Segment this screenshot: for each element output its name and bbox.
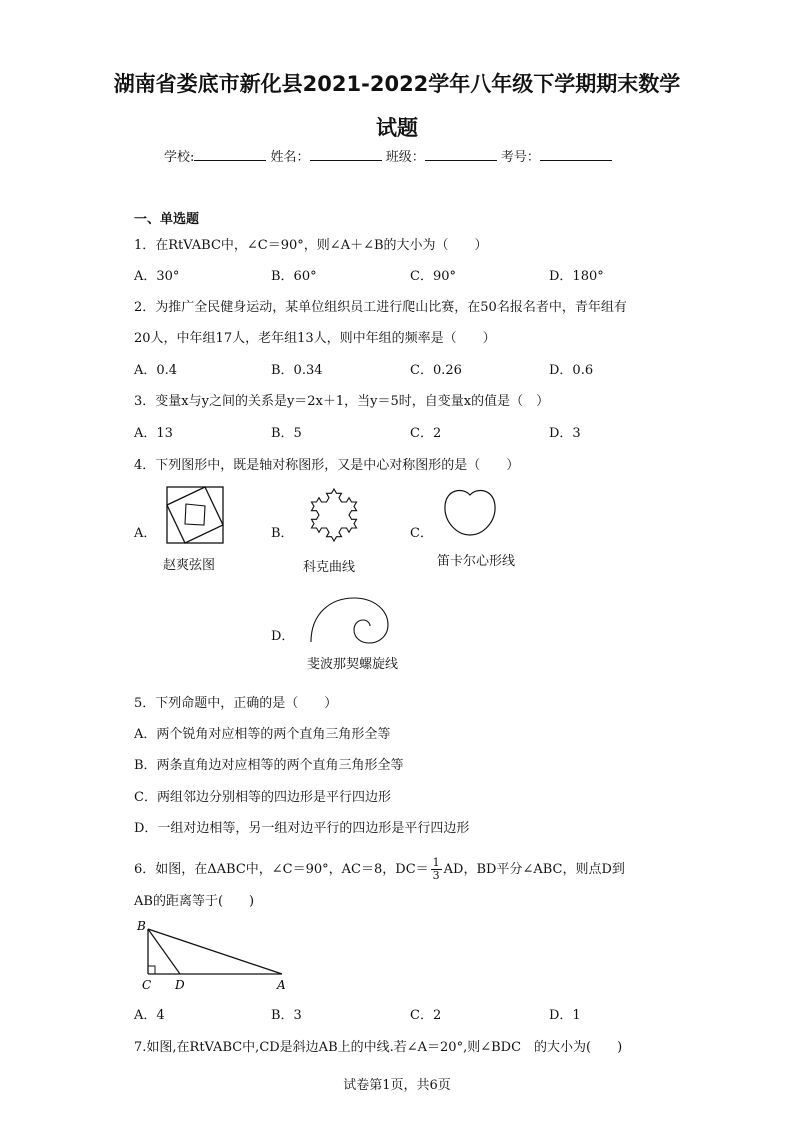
fraction-numerator: 1 (432, 856, 440, 869)
question-4-caption-d: 斐波那契螺旋线 (307, 657, 399, 672)
number-label: 考号： (500, 150, 540, 165)
question-5-option-c: C．两组邻边分别相等的四边形是平行四边形 (134, 790, 391, 805)
question-4-label-d: D． (271, 629, 295, 644)
question-2-option-d: D．0.6 (549, 363, 594, 378)
question-3-option-c: C．2 (410, 426, 442, 441)
question-2-option-b: B．0.34 (271, 363, 323, 378)
question-4-label-b: B． (271, 526, 294, 541)
question-1-stem: 1．在RtVABC中，∠C＝90°，则∠A＋∠B的大小为（ ） (134, 238, 488, 253)
question-4-label-c: C． (410, 526, 433, 541)
fraction-denominator: 3 (432, 869, 440, 882)
class-label: 班级： (385, 150, 425, 165)
document-title-line1: 湖南省娄底市新化县2021-2022学年八年级下学期期末数学 (113, 72, 681, 96)
question-7-stem: 7.如图,在RtVABC中,CD是斜边AB上的中线.若∠A＝20°,则∠BDC 的大小为( ) (134, 1040, 623, 1055)
question-6-option-b: B．3 (271, 1008, 302, 1023)
cardioid-diagram (441, 486, 499, 538)
vertex-label-d: D (175, 978, 185, 992)
school-label: 学校: (164, 150, 195, 165)
section-heading: 一、单选题 (134, 212, 200, 227)
question-6-option-a: A．4 (134, 1008, 165, 1023)
question-5-option-b: B．两条直角边对应相等的两个直角三角形全等 (134, 758, 404, 773)
name-label: 姓名： (270, 150, 310, 165)
question-4-caption-c: 笛卡尔心形线 (437, 554, 516, 569)
question-3-stem: 3．变量x与y之间的关系是y＝2x＋1，当y＝5时，自变量x的值是（ ） (134, 394, 550, 409)
document-title-line2: 试题 (376, 116, 418, 140)
koch-snowflake-diagram (302, 482, 366, 548)
vertex-label-a: A (277, 978, 286, 992)
fraction-one-third (431, 857, 442, 882)
name-blank[interactable] (310, 148, 382, 161)
question-1-option-c: C．90° (410, 269, 456, 284)
question-3-option-a: A．13 (134, 426, 173, 441)
fibonacci-spiral-diagram (306, 594, 392, 646)
zhao-shuang-diagram (166, 486, 224, 544)
question-2-option-c: C．0.26 (410, 363, 462, 378)
question-6-stem-part1: 6．如图，在ΔABC中，∠C＝90°，AC＝8，DC＝ (134, 862, 429, 877)
vertex-label-b: B (137, 919, 146, 933)
question-5-option-a: A．两个锐角对应相等的两个直角三角形全等 (134, 727, 391, 742)
question-6-stem-line2: AB的距离等于( ) (134, 894, 255, 909)
page-footer: 试卷第1页，共6页 (343, 1078, 451, 1093)
student-info-row (164, 146, 612, 165)
question-4-stem: 4．下列图形中，既是轴对称图形，又是中心对称图形的是（ ） (134, 458, 520, 473)
question-1-option-b: B．60° (271, 269, 317, 284)
question-2-stem-line2: 20人，中年组17人，老年组13人，则中年组的频率是（ ） (134, 331, 496, 346)
question-6-option-c: C．2 (410, 1008, 442, 1023)
question-6-stem-part2: AD，BD平分∠ABC，则点D到 (443, 862, 625, 877)
question-4-caption-b: 科克曲线 (303, 560, 356, 575)
question-5-stem: 5．下列命题中，正确的是（ ） (134, 696, 338, 711)
question-5-option-d: D．一组对边相等，另一组对边平行的四边形是平行四边形 (134, 821, 470, 836)
question-1-option-d: D．180° (549, 269, 604, 284)
question-6-stem-line1 (134, 857, 625, 882)
question-4-label-a: A． (134, 526, 157, 541)
question-3-option-b: B．5 (271, 426, 302, 441)
question-6-option-d: D．1 (549, 1008, 581, 1023)
question-4-caption-a: 赵爽弦图 (163, 558, 216, 573)
question-1-option-a: A．30° (134, 269, 180, 284)
school-blank[interactable] (194, 148, 266, 161)
vertex-label-c: C (142, 978, 152, 992)
triangle-abc-figure (134, 918, 294, 994)
question-3-option-d: D．3 (549, 426, 581, 441)
question-2-stem-line1: 2．为推广全民健身运动，某单位组织员工进行爬山比赛，在50名报名者中，青年组有 (134, 300, 627, 315)
number-blank[interactable] (540, 148, 612, 161)
class-blank[interactable] (425, 148, 497, 161)
question-2-option-a: A．0.4 (134, 363, 178, 378)
